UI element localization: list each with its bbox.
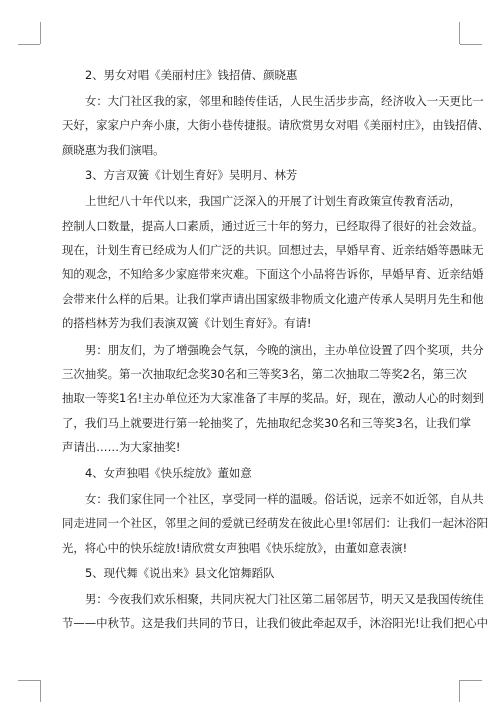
crop-mark-top-right: [460, 44, 482, 45]
paragraph-line: 会带来什么样的后果。让我们掌声请出国家级非物质文化遗产传承人吴明月先生和他: [62, 291, 484, 306]
paragraph-line: 知的观念，不知给多少家庭带来灾难。下面这个小品将告诉你，早婚早育、近亲结婚: [62, 267, 484, 282]
paragraph-line: 控制人口数量，提高人口素质，通过近三十年的努力，已经取得了很好的社会效益。: [62, 218, 484, 233]
paragraph-line: 抽取一等奖1名!主办单位还为大家准备了丰厚的奖品。好，现在，激动人心的时刻到: [62, 391, 484, 406]
paragraph-line: 节——中秋节。这是我们共同的节日，让我们彼此牵起双手，沐浴阳光!让我们把心中: [62, 616, 489, 631]
paragraph: [62, 587, 489, 636]
crop-mark-bottom-right: [460, 680, 482, 681]
paragraph-line: 女：大门社区我的家，邻里和睦传佳话，人民生活步步高，经济收入一天更比一: [85, 94, 484, 108]
paragraph-line: 天好，家家户户奔小康，大街小巷传捷报。请欣赏男女对唱《美丽村庄》，由钱招倩、: [62, 118, 490, 133]
paragraph-line: 上世纪八十年代以来，我国广泛深入的开展了计划生育政策宣传教育活动，: [85, 194, 461, 209]
paragraph-line: 男：朋友们，为了增强晚会气氛，今晚的演出，主办单位设置了四个奖项，共分: [85, 342, 484, 357]
paragraph-line: 男：今夜我们欢乐相聚，共同庆祝大门社区第二届邻居节，明天又是我国传统佳: [85, 591, 484, 606]
paragraph: [62, 338, 484, 460]
crop-mark-top-left: [40, 22, 41, 44]
crop-mark-top-left: [18, 44, 40, 45]
paragraph-line: 颜晓惠为我们演唱。: [62, 142, 165, 157]
crop-mark-bottom-right: [459, 680, 460, 702]
crop-mark-bottom-left: [40, 680, 41, 702]
paragraph-line: 三次抽奖。第一次抽取纪念奖30名和三等奖3名，第二次抽取二等奖2名，第三次: [62, 367, 467, 382]
paragraph-line: 女：我们家住同一个社区，享受同一样的温暖。俗话说，远亲不如近邻，自从共: [85, 491, 484, 506]
paragraph: [62, 189, 484, 335]
paragraph-line: 声请出……为大家抽奖!: [62, 440, 181, 455]
section-heading: 5、现代舞《说出来》县文化馆舞蹈队: [85, 565, 275, 580]
crop-mark-bottom-left: [18, 680, 40, 681]
document-body: [62, 64, 490, 638]
paragraph: [62, 89, 490, 162]
paragraph-line: 的搭档林芳为我们表演双簧《计划生育好》。有请!: [62, 316, 312, 331]
section-heading: 2、男女对唱《美丽村庄》钱招倩、颜晓惠: [85, 68, 298, 82]
paragraph-line: 了，我们马上就要进行第一轮抽奖了，先抽取纪念奖30名和三等奖3名，让我们掌: [62, 415, 472, 430]
section-heading: 4、女声独唱《快乐绽放》董如意: [85, 465, 252, 480]
paragraph-line: 同走进同一个社区，邻里之间的爱就已经萌发在彼此心里!邻居们：让我们一起沐浴阳: [62, 516, 489, 531]
section-heading: 3、方言双簧《计划生育好》吴明月、林芳: [85, 168, 298, 183]
paragraph-line: 光，将心中的快乐绽放!请欣赏女声独唱《快乐绽放》，由董如意表演!: [62, 540, 408, 555]
crop-mark-top-right: [459, 22, 460, 44]
paragraph-line: 现在，计划生育已经成为人们广泛的共识。回想过去，早婚早育、近亲结婚等愚昧无: [62, 243, 484, 258]
paragraph: [62, 487, 489, 560]
